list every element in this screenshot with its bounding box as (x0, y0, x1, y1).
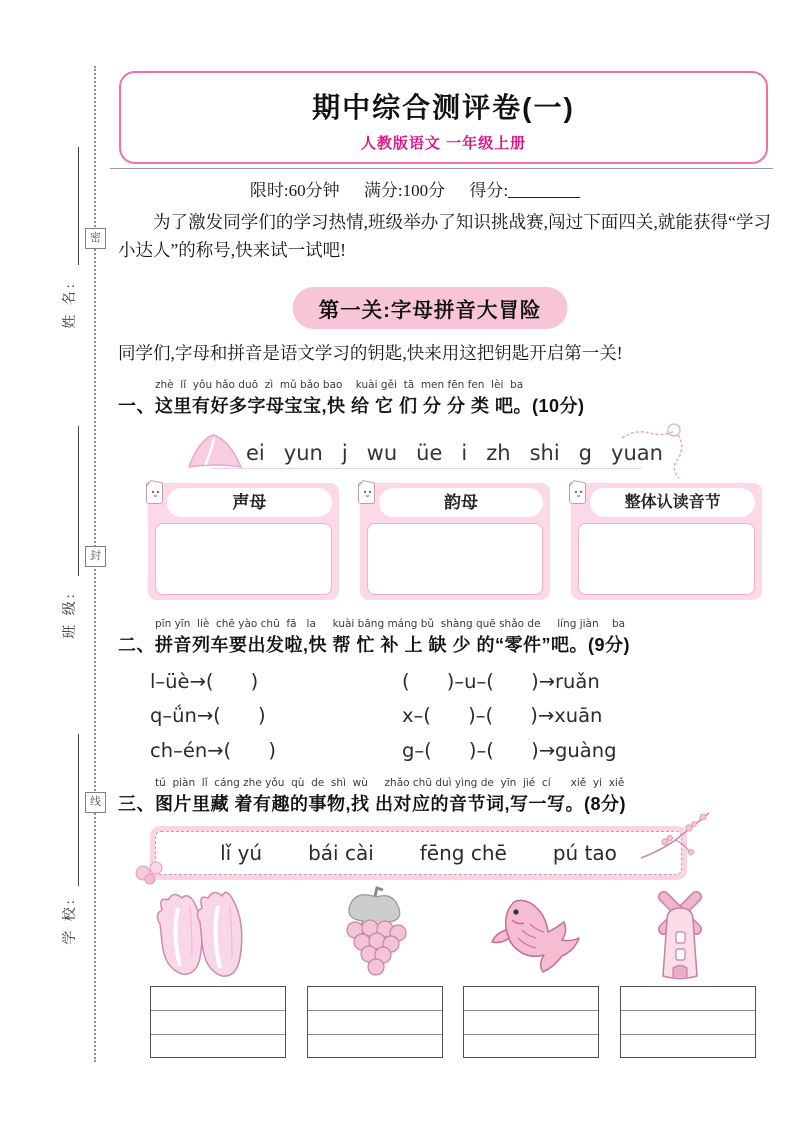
header-divider (110, 168, 773, 169)
q2-pinyin: pīn yīn liè chē yào chū fā la kuài bāng máng bǔ shàng quē shǎo de líng jiàn ba (155, 618, 626, 630)
category-answer-area-shengmu[interactable] (155, 523, 332, 595)
letter-item: shi (529, 441, 560, 465)
vine-decoration-icon (618, 420, 696, 487)
category-answer-area-yunmu[interactable] (367, 523, 544, 595)
q3-answer-grids (150, 986, 756, 1058)
category-answer-area-zhengti[interactable] (578, 523, 755, 595)
q2-answer-blank[interactable]: q–ǘn→( ) (150, 704, 266, 728)
pinyin-writing-grid-4[interactable] (620, 986, 756, 1058)
letter-item: ei (246, 441, 265, 465)
category-box-shengmu (148, 483, 339, 600)
category-label: 韵母 (379, 488, 544, 517)
q2-answer-blank[interactable]: ( )–u–( )→ruǎn (402, 669, 600, 693)
letter-item: zh (486, 441, 511, 465)
q2-row (150, 733, 766, 768)
class-label: 班 级: (63, 591, 78, 639)
time-limit: 限时:60分钟 (249, 181, 340, 200)
section-banner: 第一关:字母拼音大冒险 (293, 287, 568, 329)
name-blank-line[interactable] (78, 147, 79, 265)
q2-answer-blank[interactable]: l–üè→( ) (150, 669, 259, 693)
school-label: 学 校: (63, 897, 78, 945)
fish-image (478, 896, 582, 983)
letter-item: yuan (611, 441, 663, 465)
q2-equations (150, 664, 766, 768)
title-box (119, 71, 768, 164)
category-box-zhengti (571, 483, 762, 600)
word-item: bái cài (308, 841, 374, 865)
letter-item: wu (366, 441, 398, 465)
word-item: pú tao (552, 841, 617, 865)
q3-pinyin: tú piàn lǐ cáng zhe yǒu qù de shì wù zhǎo chū duì yìng de yīn jié cí xiě yi xiě (155, 777, 625, 789)
q2-answer-blank[interactable]: g–( )–( )→guàng (402, 738, 617, 762)
book-mascot-icon (357, 479, 377, 510)
q1-pinyin: zhè lǐ yǒu hǎo duō zì mǔ bǎo bao kuài gěi tā men fēn fen lèi ba (155, 379, 524, 391)
windmill-image (636, 884, 722, 989)
school-blank-line[interactable] (78, 734, 79, 886)
q1-heading: 一、这里有好多字母宝宝,快 给 它 们 分 分 类 吧。(10分) (118, 396, 585, 416)
book-mascot-icon (145, 479, 165, 510)
seal-char-xian: 线 (85, 792, 106, 813)
letter-item: g (578, 441, 593, 465)
word-item: fēng chē (419, 841, 507, 865)
name-label: 姓 名: (63, 281, 78, 329)
letter-item: i (461, 441, 468, 465)
category-box-yunmu (360, 483, 551, 600)
blossom-decoration-icon (637, 810, 711, 867)
score-label: 得分: (469, 181, 509, 200)
page-title: 期中综合测评卷(一) (312, 92, 575, 123)
seal-char-mi: 密 (85, 228, 106, 249)
letter-item: yun (283, 441, 323, 465)
q2-row (150, 664, 766, 699)
pinyin-writing-grid-2[interactable] (307, 986, 443, 1058)
category-label: 整体认读音节 (590, 488, 755, 517)
word-item: lǐ yú (220, 841, 263, 865)
letter-item: üe (416, 441, 443, 465)
q2-answer-blank[interactable]: x–( )–( )→xuān (402, 704, 603, 728)
q2-row (150, 699, 766, 734)
q2-heading: 二、拼音列车要出发啦,快 帮 忙 补 上 缺 少 的“零件”吧。(9分) (118, 635, 631, 655)
intro-paragraph: 为了激发同学们的学习热情,班级举办了知识挑战赛,闯过下面四关,就能获得“学习小达人”的称号,快来试一试吧! (118, 212, 771, 260)
letter-item: j (341, 441, 348, 465)
q3-word-bank (150, 826, 687, 880)
page-subtitle: 人教版语文 一年级上册 (360, 135, 527, 152)
cabbage-image (148, 884, 266, 989)
q1-letters (246, 441, 663, 465)
category-label: 声母 (167, 488, 332, 517)
q1-category-boxes (148, 483, 762, 600)
full-score: 满分:100分 (363, 181, 446, 200)
meta-line (150, 176, 670, 201)
seal-char-feng: 封 (85, 546, 106, 567)
grapes-image (326, 884, 426, 989)
score-blank[interactable] (508, 182, 580, 198)
q2-answer-blank[interactable]: ch–én→( ) (150, 738, 276, 762)
letters-baseline (212, 468, 642, 469)
word-bank-words (155, 831, 682, 875)
q3-heading: 三、图片里藏 着有趣的事物,找 出对应的音节词,写一写。(8分) (118, 794, 627, 814)
class-blank-line[interactable] (78, 426, 79, 576)
book-mascot-icon (568, 479, 588, 510)
section-lead: 同学们,字母和拼音是语文学习的钥匙,快来用这把钥匙开启第一关! (118, 343, 623, 363)
pinyin-writing-grid-1[interactable] (150, 986, 286, 1058)
pinyin-writing-grid-3[interactable] (463, 986, 599, 1058)
